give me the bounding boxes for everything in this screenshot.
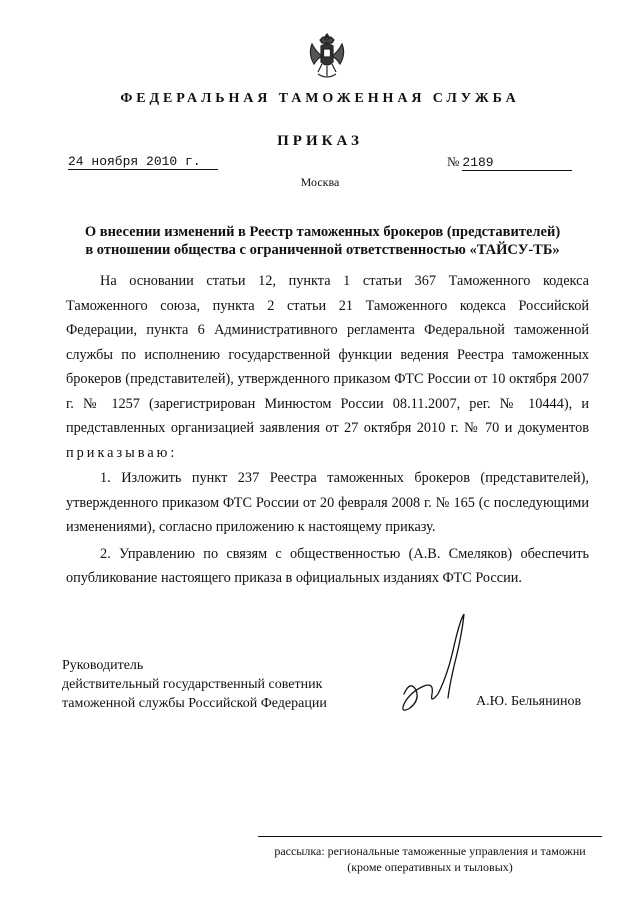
order-word: приказываю:	[66, 444, 178, 461]
signer-title-line: Руководитель	[62, 658, 144, 673]
signer-title-line: таможенной службы Российской Федерации	[62, 696, 327, 711]
order-date: 24 ноября 2010 г.	[68, 154, 218, 170]
distribution-line: рассылка: региональные таможенные управления и таможни	[274, 844, 586, 858]
distribution-line: (кроме оперативных и тыловых)	[347, 860, 513, 874]
order-body	[66, 269, 589, 591]
document-type: ПРИКАЗ	[277, 133, 363, 149]
agency-name: ФЕДЕРАЛЬНАЯ ТАМОЖЕННАЯ СЛУЖБА	[120, 91, 520, 106]
subject-line: в отношении общества с ограниченной ответственностью «ТАЙСУ-ТБ»	[85, 242, 560, 258]
number-sign: №	[447, 154, 460, 169]
signer-title	[62, 656, 362, 713]
distribution-list	[258, 836, 602, 875]
coat-of-arms-icon	[306, 30, 348, 80]
order-number: 2189	[462, 155, 572, 171]
order-item-2: 2. Управлению по связям с общественностью (А.В. Смеляков) обеспечить опубликование настоящего приказа в официальных изданиях ФТС России.	[66, 545, 589, 586]
handwritten-signature	[398, 608, 478, 728]
order-number-field	[447, 154, 591, 171]
order-subject	[60, 223, 585, 259]
preamble-text: На основании статьи 12, пункта 1 статьи 367 Таможенного кодекса Таможенного союза, пункта 2 статьи 21 Таможенного кодекса Российской Федерации, пункта 6 Административного регламента Федеральной таможенной службы по исполнению государственной функции ведения Реестра таможенных брокеров (представителей), утвержденного приказом ФТС России от 10 октября 2007 г. № 1257 (зарегистрирован Минюстом России 08.11.2007, рег. № 10444), и представленных организацией заявления от 27 октября 2010 г. № 70 и документов	[66, 273, 589, 436]
signer-title-line: действительный государственный советник	[62, 677, 323, 692]
preamble-paragraph	[66, 269, 589, 465]
city: Москва	[300, 175, 340, 189]
order-item-1: 1. Изложить пункт 237 Реестра таможенных брокеров (представителей), утвержденного приказом ФТС России от 20 февраля 2008 г. № 165 (с последующими изменениями), согласно приложению к настоящему приказу.	[66, 470, 589, 535]
signer-name: А.Ю. Бельянинов	[476, 694, 582, 709]
subject-line: О внесении изменений в Реестр таможенных брокеров (представителей)	[84, 224, 561, 240]
